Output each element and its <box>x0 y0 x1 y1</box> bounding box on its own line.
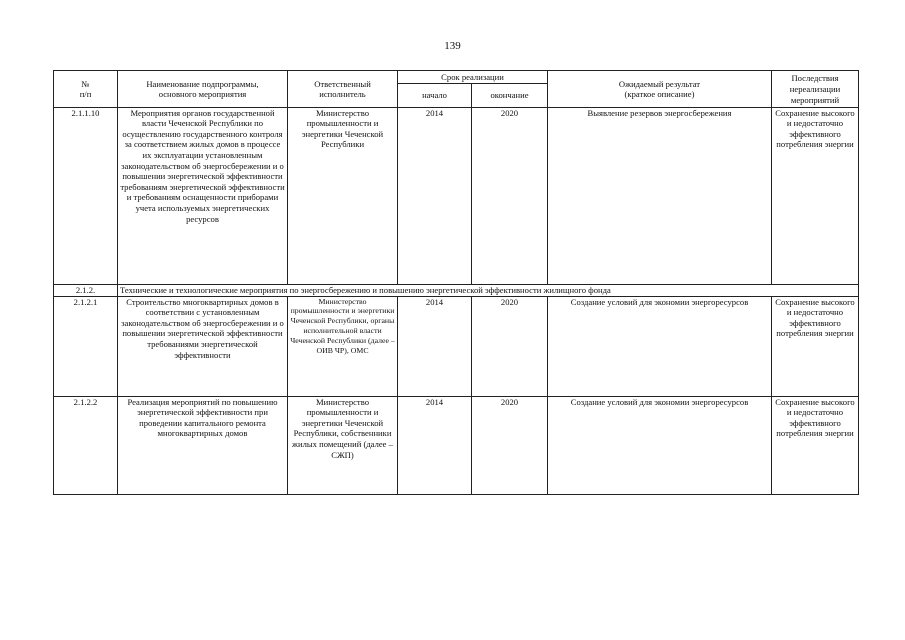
row-result: Создание условий для экономии энергоресурсов <box>548 396 772 494</box>
row-name: Мероприятия органов государственной власти Чеченской Республики по осуществлению государственного контроля за соответствием жилых домов в процессе их эксплуатации установленным законодательством об энергосбережении и о повышении энергетической эффективности требованиям энергетической эффективности и требованиям оснащенности приборами учета используемых энергетических ресурсов <box>118 107 288 284</box>
section-num: 2.1.2. <box>54 284 118 296</box>
table-row <box>54 107 859 284</box>
row-consequences: Сохранение высокого и недостаточно эффективного потребления энергии <box>772 107 859 284</box>
table-row <box>54 296 859 396</box>
header-name: Наименование подпрограммы, основного мероприятия <box>118 71 288 108</box>
measures-table <box>53 70 859 495</box>
row-start: 2014 <box>398 396 472 494</box>
row-start: 2014 <box>398 296 472 396</box>
row-result: Выявление резервов энергосбережения <box>548 107 772 284</box>
row-responsible: Министерство промышленности и энергетики Чеченской Республики <box>288 107 398 284</box>
row-responsible: Министерство промышленности и энергетики Чеченской Республики, собственники жилых помещений (далее – СЖП) <box>288 396 398 494</box>
header-start: начало <box>398 83 472 107</box>
row-name: Реализация мероприятий по повышению энергетической эффективности при проведении капитального ремонта многоквартирных домов <box>118 396 288 494</box>
header-term: Срок реализации <box>398 71 548 84</box>
row-result: Создание условий для экономии энергоресурсов <box>548 296 772 396</box>
table-row <box>54 396 859 494</box>
row-consequences: Сохранение высокого и недостаточно эффективного потребления энергии <box>772 396 859 494</box>
row-end: 2020 <box>472 296 548 396</box>
row-responsible: Министерство промышленности и энергетики Чеченской Республики, органы исполнительной власти Чеченской Республики (далее – ОИВ ЧР), ОМС <box>288 296 398 396</box>
section-title: Технические и технологические мероприятия по энергосбережению и повышению энергетической эффективности жилищного фонда <box>118 284 859 296</box>
row-start: 2014 <box>398 107 472 284</box>
row-num: 2.1.2.2 <box>54 396 118 494</box>
header-end: окончание <box>472 83 548 107</box>
header-responsible: Ответственный исполнитель <box>288 71 398 108</box>
row-consequences: Сохранение высокого и недостаточно эффективного потребления энергии <box>772 296 859 396</box>
row-num: 2.1.2.1 <box>54 296 118 396</box>
row-end: 2020 <box>472 396 548 494</box>
page-number: 139 <box>444 40 461 52</box>
section-row <box>54 284 859 296</box>
row-end: 2020 <box>472 107 548 284</box>
row-name: Строительство многоквартирных домов в соответствии с установленным законодательством об энергосбережении и о повышении энергетической эффективности требованиями энергетической эффективности <box>118 296 288 396</box>
row-num: 2.1.1.10 <box>54 107 118 284</box>
header-result: Ожидаемый результат (краткое описание) <box>548 71 772 108</box>
header-consequences: Последствия нереализации мероприятий <box>772 71 859 108</box>
header-num: № п/п <box>54 71 118 108</box>
